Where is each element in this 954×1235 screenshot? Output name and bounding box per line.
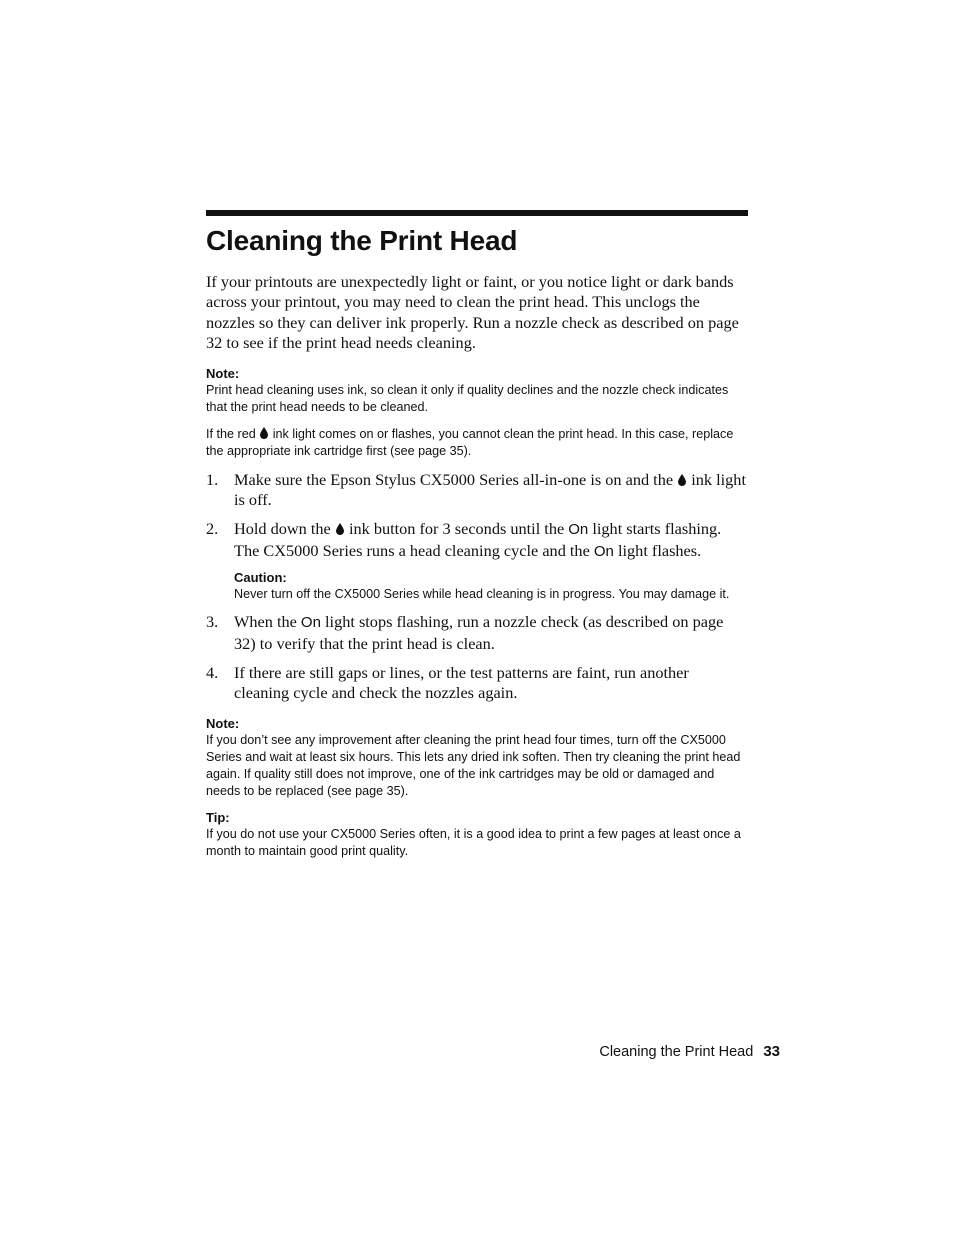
title-rule bbox=[206, 210, 748, 216]
footer-section-title: Cleaning the Print Head bbox=[599, 1044, 754, 1060]
list-item: 2. Hold down the ink button for 3 seconds until the On light starts flashing. The CX5000 Series runs a head cleaning cycle and the On light flashes. Caution: Never turn off the CX5000 Series while head cleaning is in progress. You may damage it. bbox=[206, 519, 748, 603]
note-text-ink-light: If the red ink light comes on or flashes, you cannot clean the print head. In this case, replace the appropriate ink cartridge first (see page 35). bbox=[206, 426, 734, 458]
note-text: If you don’t see any improvement after cleaning the print head four times, turn off the CX5000 Series and wait at least six hours. This lets any dried ink soften. Then try cleaning the print head again. If quality still does not improve, one of the ink cartridges may be old or damaged and needs to be replaced (see page 35). bbox=[206, 732, 741, 798]
steps-list bbox=[206, 470, 748, 704]
note-text: Print head cleaning uses ink, so clean it only if quality declines and the nozzle check indicates that the print head needs to be cleaned. bbox=[206, 382, 729, 414]
on-button-label: On bbox=[300, 614, 321, 632]
list-item: 3. When the On light stops flashing, run a nozzle check (as described on page 32) to verify that the print head is clean. bbox=[206, 612, 724, 653]
caution-label: Caution: bbox=[234, 570, 287, 586]
tip-text: If you do not use your CX5000 Series often, it is a good idea to print a few pages at least once a month to maintain good print quality. bbox=[206, 826, 741, 858]
page-content bbox=[206, 210, 748, 870]
page-title: Cleaning the Print Head bbox=[206, 225, 518, 256]
intro-paragraph: If your printouts are unexpectedly light or faint, or you notice light or dark bands across your printout, you may need to clean the print head. This unclogs the nozzles so they can deliver ink properly. Run a nozzle check as described on page 32 to see if the print head needs cleaning. bbox=[206, 272, 739, 353]
ink-drop-icon bbox=[336, 523, 344, 535]
note-label: Note: bbox=[206, 715, 240, 731]
note-label: Note: bbox=[206, 365, 240, 381]
ink-drop-icon bbox=[678, 474, 686, 486]
note-block-1 bbox=[206, 366, 748, 460]
caution-block bbox=[234, 570, 748, 603]
note-block-2 bbox=[206, 716, 748, 800]
on-button-label: On bbox=[593, 542, 614, 560]
ink-drop-icon bbox=[260, 427, 268, 439]
caution-text: Never turn off the CX5000 Series while head cleaning is in progress. You may damage it. bbox=[234, 587, 730, 602]
tip-block bbox=[206, 810, 748, 860]
list-item: 1. Make sure the Epson Stylus CX5000 Series all-in-one is on and the ink light is off. bbox=[206, 469, 746, 510]
on-button-label: On bbox=[568, 521, 589, 539]
list-item: 4. If there are still gaps or lines, or the test patterns are faint, run another cleaning cycle and check the nozzles again. bbox=[206, 663, 689, 703]
page-number: 33 bbox=[763, 1043, 780, 1060]
tip-label: Tip: bbox=[206, 809, 230, 825]
page-footer bbox=[599, 1042, 780, 1062]
